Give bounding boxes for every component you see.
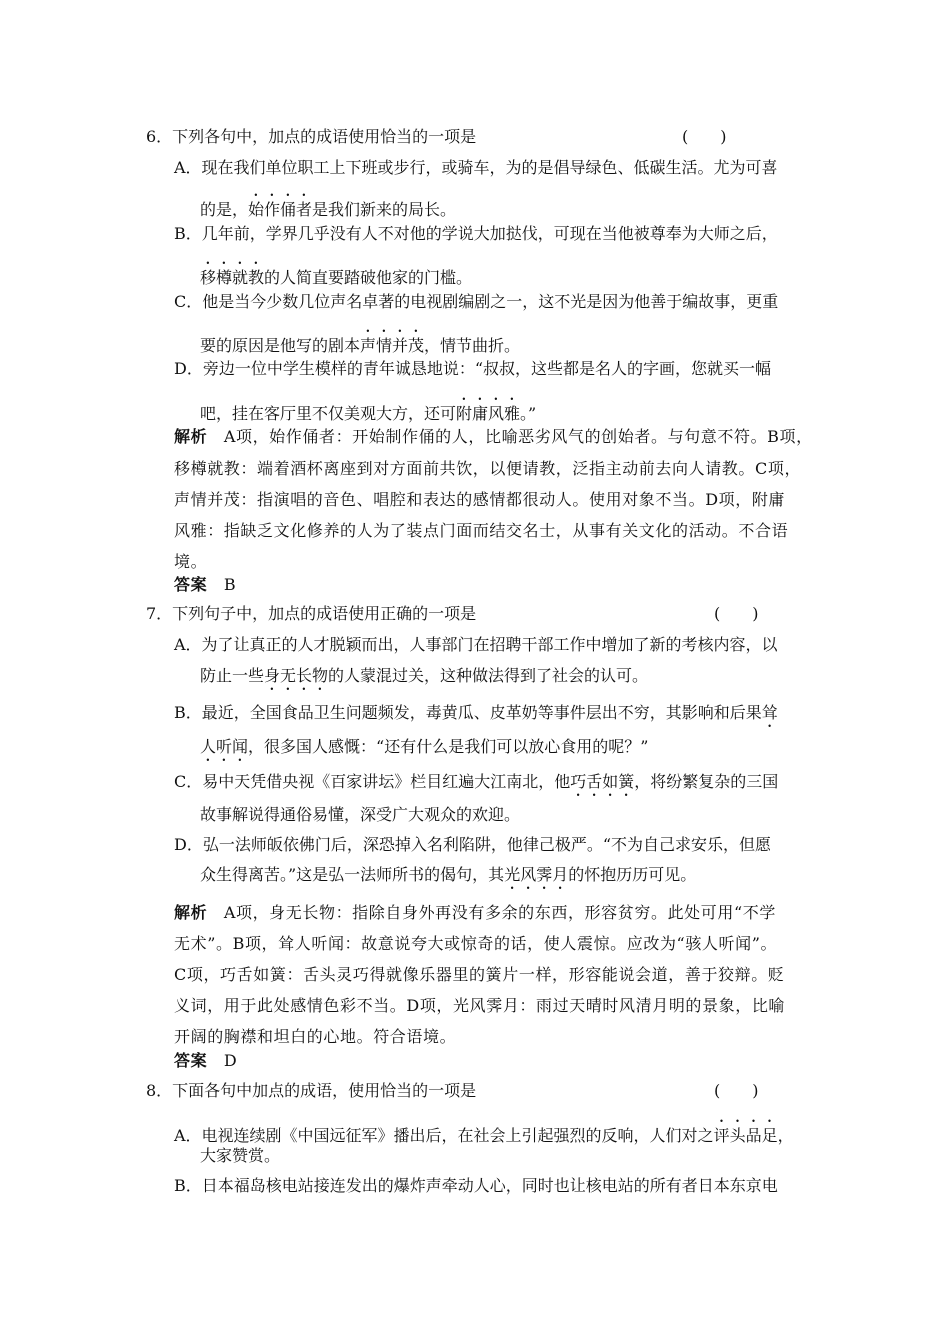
q8-answer-blank: ( ) bbox=[714, 1081, 759, 1100]
q7-analysis-line1: 解析 A项，身无长物：指除自身外再没有多余的东西，形容贫穷。此处可用“不学 bbox=[174, 903, 776, 922]
analysis-label: 解析 bbox=[174, 903, 208, 922]
q6-option-a-line1: A．现在我们单位职工上下班或步行，或骑车，为的是倡导绿色、低碳生活。尤为可喜 bbox=[174, 158, 778, 177]
q6-b-dotted-idiom: 移樽就教 bbox=[200, 268, 265, 287]
q6-stem: 6．下列各句中，加点的成语使用恰当的一项是 bbox=[146, 127, 477, 146]
q6-analysis-line2: 移樽就教：端着酒杯离座到对方面前共饮，以便请教，泛指主动前去向人请教。C项， bbox=[174, 459, 802, 478]
q7-stem: 7．下列句子中，加点的成语使用正确的一项是 bbox=[146, 604, 477, 623]
q6-option-a-line2: 的是，始作俑者是我们新来的局长。 bbox=[200, 200, 457, 219]
answer-label: 答案 bbox=[174, 1051, 208, 1070]
q8-option-a-line1: A．电视连续剧《中国远征军》播出后，在社会上引起强烈的反响，人们对之评头品足， bbox=[174, 1126, 794, 1145]
q8-option-a-line2: 大家赞赏。 bbox=[200, 1146, 281, 1165]
q7-option-b-line1: B．最近，全国食品卫生问题频发，毒黄瓜、皮革奶等事件层出不穷，其影响和后果耸 bbox=[174, 703, 778, 722]
q7-c-dotted-idiom: 巧舌如簧 bbox=[570, 772, 635, 791]
q7-option-b-line2: 人听闻，很多国人感慨：“还有什么是我们可以放心食用的呢？” bbox=[200, 737, 649, 756]
q7-b-dotted-idiom-part2: 人听闻 bbox=[200, 737, 249, 756]
q8-stem: 8．下面各句中加点的成语，使用恰当的一项是 bbox=[146, 1081, 477, 1100]
q7-d-dotted-idiom: 光风霁月 bbox=[504, 865, 569, 884]
q7-option-a-line1: A．为了让真正的人才脱颖而出，人事部门在招聘干部工作中增加了新的考核内容，以 bbox=[174, 635, 778, 654]
q7-analysis-line2: 无术”。B项，耸人听闻：故意说夸大或惊奇的话，使人震惊。应改为“骇人听闻”。 bbox=[174, 934, 778, 953]
q7-option-c-line1: C．易中天凭借央视《百家讲坛》栏目红遍大江南北，他巧舌如簧，将纷繁复杂的三国 bbox=[174, 772, 779, 791]
q6-d-dotted-idiom: 附庸风雅 bbox=[456, 404, 521, 423]
q6-option-b-line2: 移樽就教的人简直要踏破他家的门槛。 bbox=[200, 268, 473, 287]
q7-option-d-line1: D．弘一法师皈依佛门后，深恐掉入名利陷阱，他律己极严。“不为自己求安乐，但愿 bbox=[174, 835, 772, 854]
q6-option-d-line2: 吧，挂在客厅里不仅美观大方，还可附庸风雅。” bbox=[200, 404, 537, 423]
q7-option-d-line2: 众生得离苦。”这是弘一法师所书的偈句，其光风霁月的怀抱历历可见。 bbox=[200, 865, 697, 884]
q6-answer bbox=[174, 575, 236, 595]
analysis-label: 解析 bbox=[174, 427, 208, 446]
q6-analysis-line1: 解析 A项，始作俑者：开始制作俑的人，比喻恶劣风气的创始者。与句意不符。B项， bbox=[174, 427, 813, 446]
q7-analysis-line3: C项，巧舌如簧：舌头灵巧得就像乐器里的簧片一样，形容能说会道，善于狡辩。贬 bbox=[174, 965, 785, 984]
answer-label: 答案 bbox=[174, 575, 208, 594]
q7-analysis-line5: 开阔的胸襟和坦白的心地。符合语境。 bbox=[174, 1027, 457, 1046]
q6-option-c-line1: C．他是当今少数几位声名卓著的电视剧编剧之一，这不光是因为他善于编故事，更重 bbox=[174, 292, 779, 311]
q6-answer-value: B bbox=[223, 575, 237, 594]
q7-option-a-line2: 防止一些身无长物的人蒙混过关，这种做法得到了社会的认可。 bbox=[200, 666, 649, 685]
q6-option-c-line2: 要的原因是他写的剧本声情并茂，情节曲折。 bbox=[200, 336, 521, 355]
q7-a-dotted-idiom: 身无长物 bbox=[264, 666, 329, 685]
q6-analysis-line5: 境。 bbox=[174, 552, 208, 571]
q6-analysis-line3: 声情并茂：指演唱的音色、唱腔和表达的感情都很动人。使用对象不当。D项，附庸 bbox=[174, 490, 786, 509]
q7-option-c-line2: 故事解说得通俗易懂，深受广大观众的欢迎。 bbox=[200, 805, 521, 824]
q6-option-b-line1: B．几年前，学界几乎没有人不对他的学说大加挞伐，可现在当他被尊奉为大师之后， bbox=[174, 224, 778, 243]
q6-analysis-line4: 风雅：指缺乏文化修养的人为了装点门面而结交名士，从事有关文化的活动。不合语 bbox=[174, 521, 789, 540]
q7-answer bbox=[174, 1051, 237, 1071]
q6-a-dotted-idiom: 始作俑者 bbox=[248, 200, 313, 219]
q7-b-dotted-idiom-part1: 耸 bbox=[761, 703, 778, 722]
q7-answer-value: D bbox=[223, 1051, 238, 1070]
q8-option-b-line1: B．日本福岛核电站接连发出的爆炸声牵动人心，同时也让核电站的所有者日本东京电 bbox=[174, 1176, 778, 1195]
q6-answer-blank: ( ) bbox=[682, 127, 727, 146]
q6-option-d-line1: D．旁边一位中学生模样的青年诚恳地说：“叔叔，这些都是名人的字画，您就买一幅 bbox=[174, 359, 772, 378]
q6-c-dotted-idiom: 声情并茂 bbox=[360, 336, 425, 355]
q8-a-dotted-idiom: 评头品足 bbox=[713, 1126, 778, 1145]
q7-answer-blank: ( ) bbox=[714, 604, 759, 623]
q7-analysis-line4: 义词，用于此处感情色彩不当。D项，光风霁月：雨过天晴时风清月明的景象，比喻 bbox=[174, 996, 786, 1015]
